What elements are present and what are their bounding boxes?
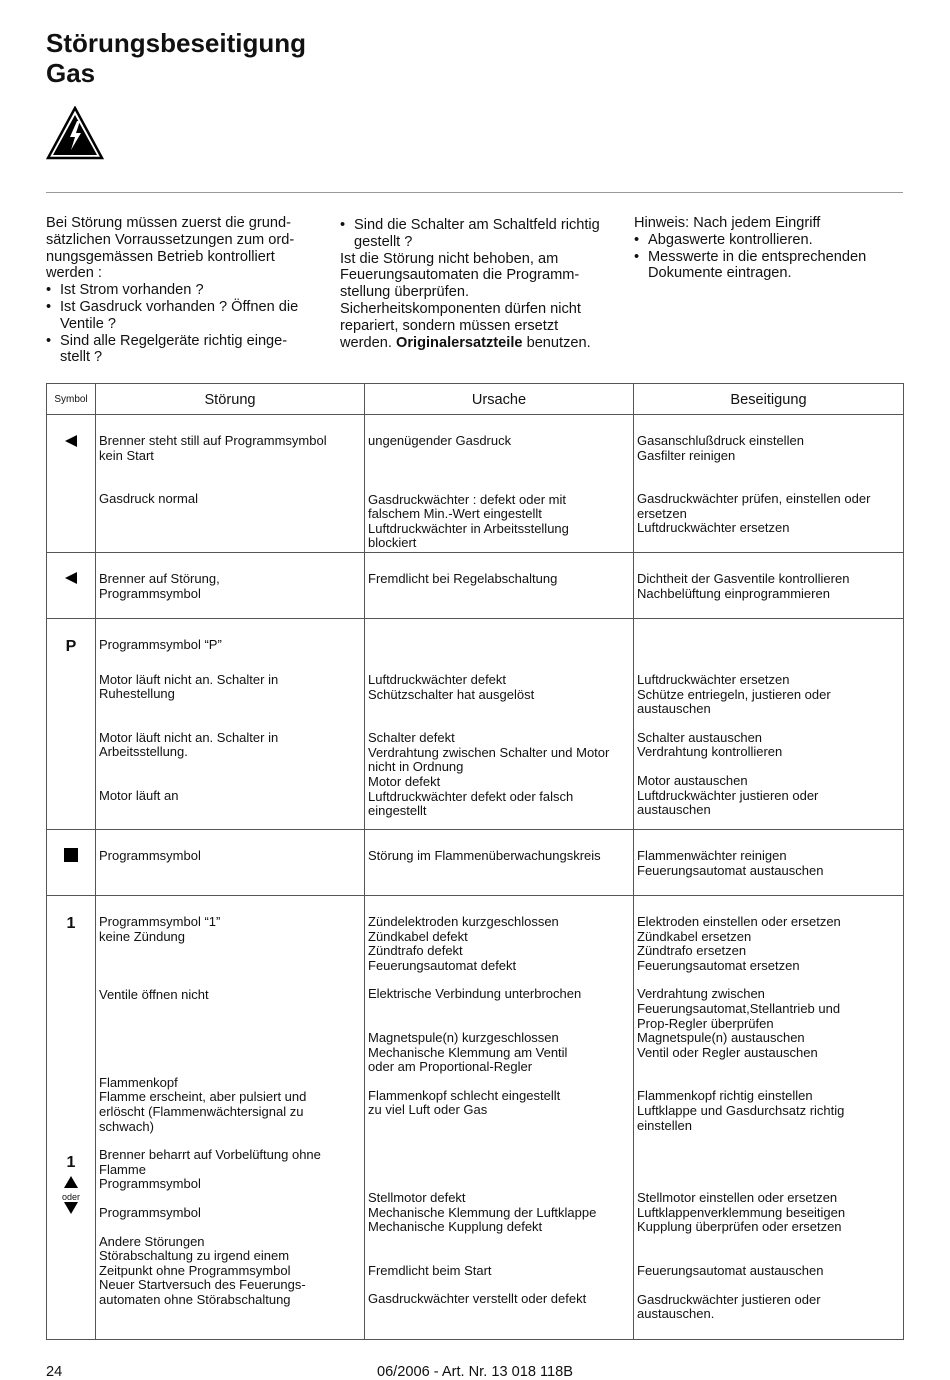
table-row [47, 830, 904, 896]
intro-text: Ist die Störung nicht behoben, am Feuerungsautomaten die Programm-stellung überprüfen. [340, 250, 580, 301]
remedy-cell: Gasanschlußdruck einstellen Gasfilter reinigen Gasdruckwächter prüfen, einstellen oder ersetzen Luftdruckwächter ersetzen [634, 415, 904, 553]
triangle-down-icon [64, 1202, 78, 1214]
symbol-cell [47, 896, 96, 1340]
symbol-cell [47, 830, 96, 896]
prerequisite-list [46, 282, 311, 366]
or-label: oder [61, 1191, 80, 1202]
table-row [47, 896, 904, 1340]
triangle-left-icon [64, 572, 78, 584]
symbol-cell [47, 553, 96, 619]
hint-text: Hinweis: Nach jedem Eingriff [634, 215, 821, 231]
symbol-1: 1 [66, 1153, 76, 1171]
intro-text: Bei Störung müssen zuerst die grund-sätzlichen Vorraussetzungen zum ord-nungsgemässen Betrieb kontrolliert werden : [46, 215, 295, 282]
page-number: 24 [46, 1364, 63, 1380]
table-header-row [47, 384, 904, 415]
table-row [47, 415, 904, 553]
cause-cell: Fremdlicht bei Regelabschaltung [365, 553, 634, 619]
intro-column-3 [634, 215, 904, 282]
remedy-cell: Elektroden einstellen oder ersetzen Zündkabel ersetzen Zündtrafo ersetzen Feuerungsautomat ersetzen Verdrahtung zwischen Feuerungsautomat,Stellantrieb und Prop-Regler überprüfen Magnetspule(n) austauschen Ventil oder Regler austauschen Flammenkopf richtig einstellen Luftklappe und Gasdurchsatz richtig einstellen Stellmotor einstellen oder ersetzen Luftklappenverklemmung beseitigen Kupplung überprüfen oder ersetzen Feuerungsautomat austauschen Gasdruckwächter justieren oder austauschen. [634, 896, 904, 1340]
list-item: • Sind die Schalter am Schaltfeld richtig gestellt ? [340, 217, 608, 251]
cause-cell: Störung im Flammenüberwachungskreis [365, 830, 634, 896]
divider [46, 192, 903, 193]
symbol-p: P [65, 638, 77, 655]
header-fault: Störung [96, 384, 365, 415]
original-parts-emphasis: Originalersatzteile [395, 334, 523, 351]
list-item: • Ist Gasdruck vorhanden ? Öffnen die Ventile ? [46, 299, 311, 333]
list-item: • Messwerte in die entsprechenden Dokumente eintragen. [634, 249, 904, 283]
intro-text: Sicherheitskomponenten dürfen nicht repariert, sondern müssen ersetzt werden. Originalersatzteile benutzen. [340, 300, 591, 351]
cause-cell: Zündelektroden kurzgeschlossen Zündkabel defekt Zündtrafo defekt Feuerungsautomat defekt Elektrische Verbindung unterbrochen Magnetspule(n) kurzgeschlossen Mechanische Klemmung am Ventil oder am Proportional-Regler Flammenkopf schlecht eingestellt zu viel Luft oder Gas Stellmotor defekt Mechanische Klemmung der Luftklappe Mechanische Kupplung defekt Fremdlicht beim Start Gasdruckwächter verstellt oder defekt [365, 896, 634, 1340]
title-line-2: Gas [46, 58, 96, 88]
header-remedy: Beseitigung [634, 384, 904, 415]
title-line-1: Störungsbeseitigung [46, 28, 306, 58]
cause-cell: ungenügender Gasdruck Gasdruckwächter : defekt oder mit falschem Min.-Wert eingestellt Luftdruckwächter in Arbeitsstellung blockiert [365, 415, 634, 553]
filled-square-icon [64, 848, 78, 862]
symbol-cell [47, 415, 96, 553]
symbol-1: 1 [66, 915, 76, 932]
fault-cell: Programmsymbol [96, 830, 365, 896]
page-title [46, 28, 306, 88]
list-item: • Ist Strom vorhanden ? [46, 282, 311, 299]
remedy-cell: Dichtheit der Gasventile kontrollieren Nachbelüftung einprogrammieren [634, 553, 904, 619]
high-voltage-warning-icon [46, 106, 104, 160]
fault-table [46, 383, 904, 1340]
symbol-cell [47, 619, 96, 830]
intro-column-1 [46, 215, 311, 366]
switch-check-list [340, 217, 608, 251]
table-row [47, 619, 904, 830]
header-symbol: Symbol [47, 384, 96, 415]
list-item: • Sind alle Regelgeräte richtig einge-stellt ? [46, 333, 311, 367]
list-item: • Abgaswerte kontrollieren. [634, 232, 904, 249]
fault-cell: Programmsymbol “P” Motor läuft nicht an. Schalter in Ruhestellung Motor läuft nicht an. Schalter in Arbeitsstellung. Motor läuft an [96, 619, 365, 830]
triangle-up-icon [64, 1176, 78, 1188]
fault-cell: Programmsymbol “1” keine Zündung Ventile öffnen nicht Flammenkopf Flamme erscheint, aber pulsiert und erlöscht (Flammenwächtersignal zu schwach) Brenner beharrt auf Vorbelüftung ohne Flamme Programmsymbol Programmsymbol Andere Störungen Störabschaltung zu irgend einem Zeitpunkt ohne Programmsymbol Neuer Startversuch des Feuerungs- automaten ohne Störabschaltung [96, 896, 365, 1340]
fault-cell: Brenner steht still auf Programmsymbol kein Start Gasdruck normal [96, 415, 365, 553]
hint-list [634, 232, 904, 282]
cause-cell: Luftdruckwächter defekt Schützschalter hat ausgelöst Schalter defekt Verdrahtung zwischen Schalter und Motor nicht in Ordnung Motor defekt Luftdruckwächter defekt oder falsch eingestellt [365, 619, 634, 830]
fault-cell: Brenner auf Störung, Programmsymbol [96, 553, 365, 619]
remedy-cell: Flammenwächter reinigen Feuerungsautomat austauschen [634, 830, 904, 896]
document-reference: 06/2006 - Art. Nr. 13 018 118B [376, 1364, 574, 1380]
triangle-left-icon [64, 435, 78, 447]
remedy-cell: Luftdruckwächter ersetzen Schütze entriegeln, justieren oder austauschen Schalter austauschen Verdrahtung kontrollieren Motor austauschen Luftdruckwächter justieren oder austauschen [634, 619, 904, 830]
table-row [47, 553, 904, 619]
header-cause: Ursache [365, 384, 634, 415]
intro-column-2 [340, 217, 608, 351]
